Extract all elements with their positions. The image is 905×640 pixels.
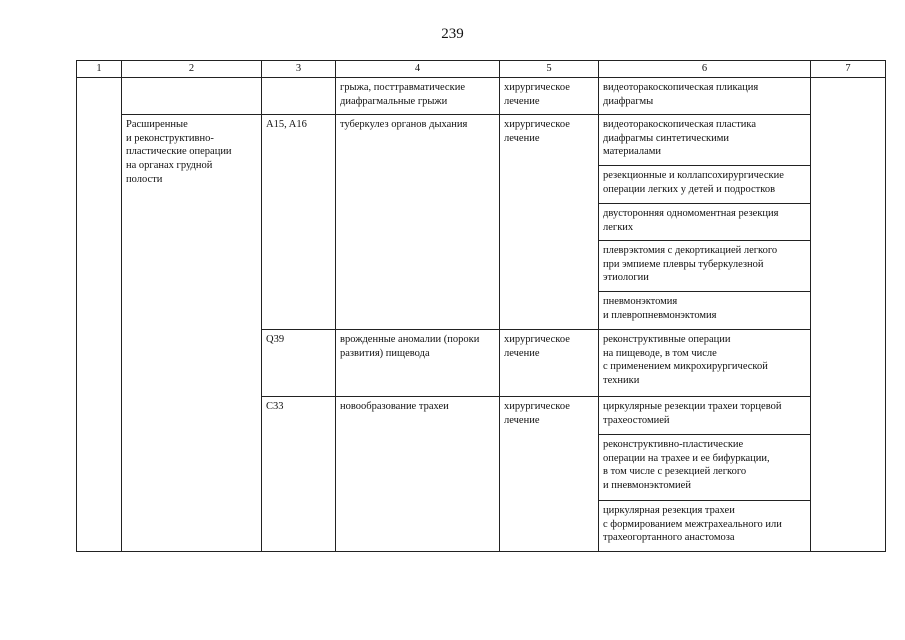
- header-col-4: 4: [336, 61, 500, 78]
- method-cell: циркулярная резекция трахеи с формированием межтрахеального или трахеогортанного анастомоза: [599, 501, 811, 552]
- procedures-table: [76, 60, 886, 552]
- code-empty-cell: [262, 78, 336, 115]
- table-row: [77, 115, 886, 166]
- header-col-2: 2: [122, 61, 262, 78]
- header-col-7: 7: [811, 61, 886, 78]
- method-cell: реконструктивно-пластические операции на трахее и ее бифуркации, в том числе с резекцией легкого и пневмонэктомией: [599, 435, 811, 501]
- method-cell: циркулярные резекции трахеи торцевой трахеостомией: [599, 397, 811, 435]
- col7-cell: [811, 78, 886, 552]
- code-cell: C33: [262, 397, 336, 552]
- treatment-cell: хирургическое лечение: [500, 115, 599, 330]
- group-name-cell: Расширенные и реконструктивно- пластические операции на органах грудной полости: [122, 115, 262, 552]
- method-cell: резекционные и коллапсохирургические операции легких у детей и подростков: [599, 166, 811, 204]
- disease-cell: врожденные аномалии (пороки развития) пищевода: [336, 330, 500, 397]
- treatment-cell: хирургическое лечение: [500, 397, 599, 552]
- table-row-hernia: [77, 78, 886, 115]
- disease-cell: новообразование трахеи: [336, 397, 500, 552]
- header-col-5: 5: [500, 61, 599, 78]
- method-cell: двусторонняя одномоментная резекция легких: [599, 204, 811, 241]
- disease-cell: туберкулез органов дыхания: [336, 115, 500, 330]
- header-col-3: 3: [262, 61, 336, 78]
- method-cell: видеоторакоскопическая пластика диафрагмы синтетическими материалами: [599, 115, 811, 166]
- group-empty-cell: [122, 78, 262, 115]
- header-row: [77, 61, 886, 78]
- code-cell: A15, A16: [262, 115, 336, 330]
- col1-cell: [77, 78, 122, 552]
- method-cell: реконструктивные операции на пищеводе, в том числе с применением микрохирургической техники: [599, 330, 811, 397]
- treatment-cell: хирургическое лечение: [500, 78, 599, 115]
- header-col-1: 1: [77, 61, 122, 78]
- treatment-cell: хирургическое лечение: [500, 330, 599, 397]
- disease-cell: грыжа, посттравматические диафрагмальные грыжи: [336, 78, 500, 115]
- method-cell: плеврэктомия с декортикацией легкого при эмпиеме плевры туберкулезной этиологии: [599, 241, 811, 292]
- method-cell: видеоторакоскопическая пликация диафрагмы: [599, 78, 811, 115]
- header-col-6: 6: [599, 61, 811, 78]
- page-number: 239: [441, 26, 464, 42]
- method-cell: пневмонэктомия и плевропневмонэктомия: [599, 292, 811, 330]
- code-cell: Q39: [262, 330, 336, 397]
